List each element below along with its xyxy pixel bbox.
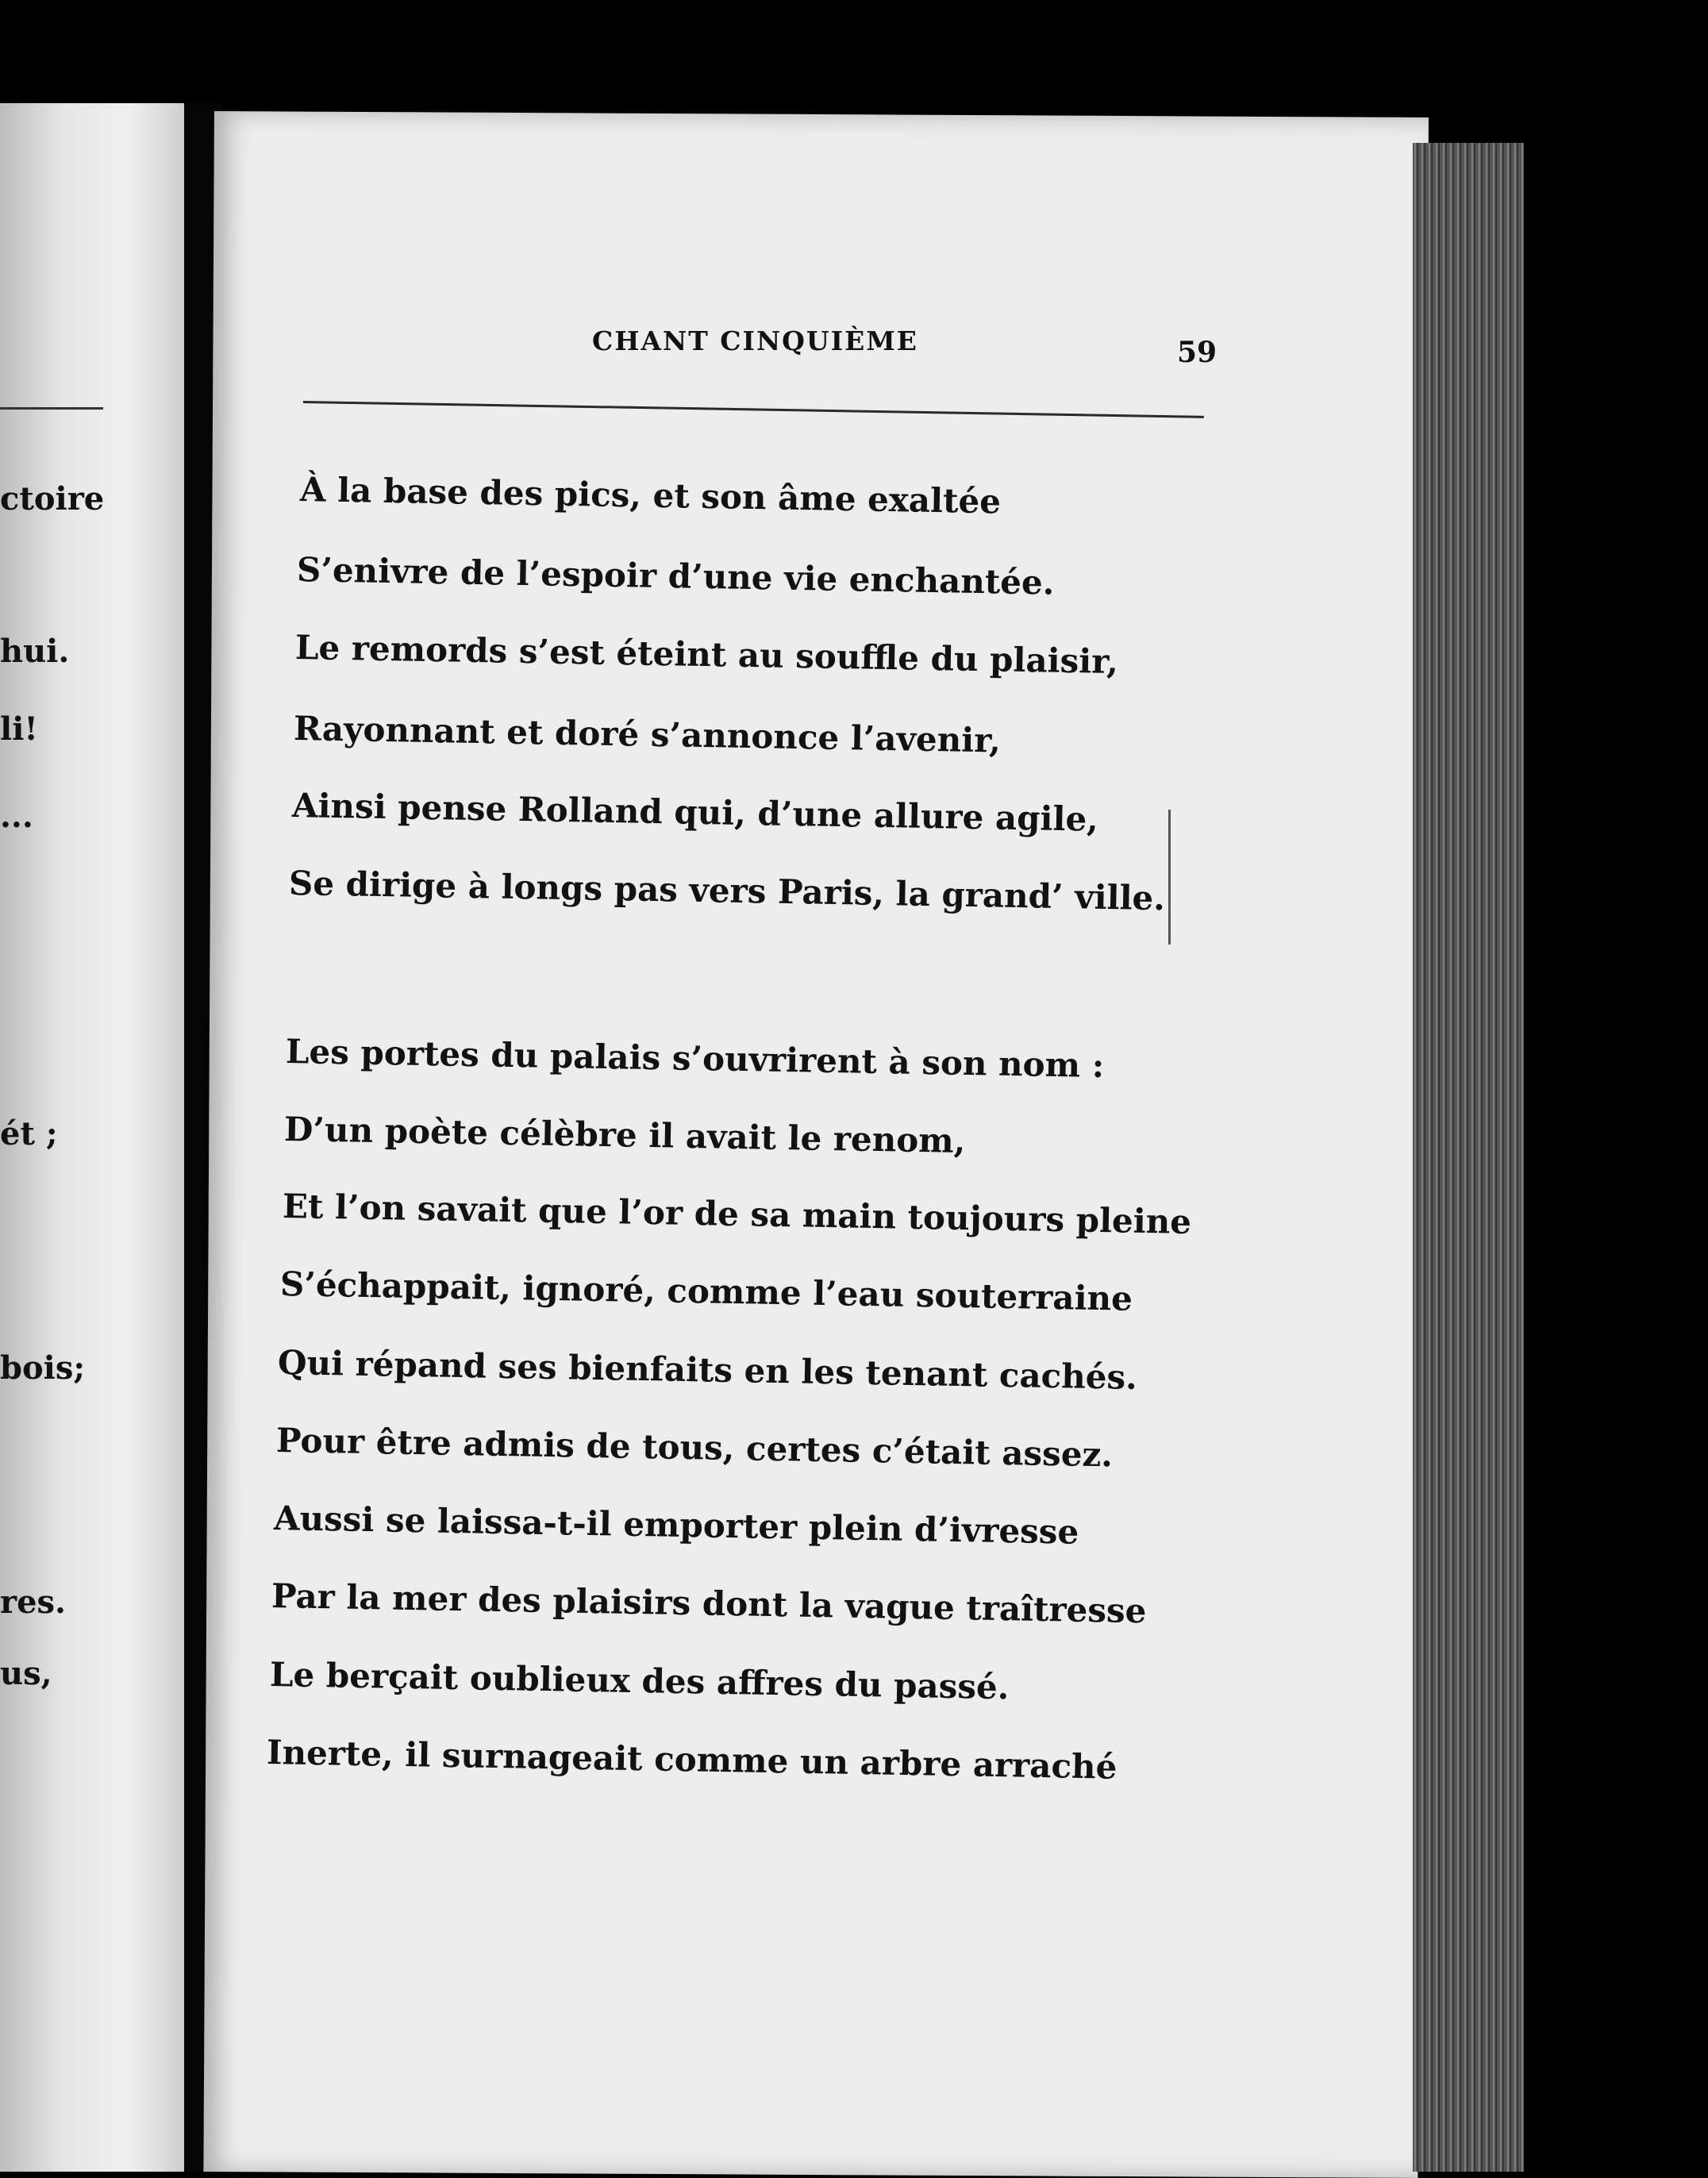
verse-line: Ainsi pense Rolland qui, d’une allure agile, — [291, 786, 1099, 839]
page-edges — [1413, 143, 1524, 2172]
page-number: 59 — [1177, 336, 1218, 369]
verse-line: Les portes du palais s’ouvrirent à son nom : — [285, 1032, 1105, 1085]
verse-line: Aussi se laissa-t-il emporter plein d’ivresse — [273, 1499, 1079, 1552]
left-page-rule — [0, 407, 103, 410]
margin-pencil-mark — [1168, 810, 1171, 945]
left-page-fragment: ét ; — [0, 1115, 58, 1152]
verse-line: Le remords s’est éteint au souffle du plaisir, — [294, 628, 1119, 682]
left-page-fragment: ctoire — [0, 480, 105, 518]
verse-line: Et l’on savait que l’or de sa main toujours pleine — [282, 1187, 1192, 1241]
verse-line: Inerte, il surnageait comme un arbre arraché — [266, 1733, 1118, 1787]
verse-line: S’échappait, ignoré, comme l’eau souterraine — [279, 1264, 1133, 1318]
verse-line: Pour être admis de tous, certes c’était assez. — [275, 1421, 1114, 1475]
left-page-fragment: us, — [0, 1655, 52, 1692]
verse-line: À la base des pics, et son âme exaltée — [299, 470, 1002, 521]
running-head: CHANT CINQUIÈME — [592, 325, 918, 356]
verse-line: Rayonnant et doré s’annonce l’avenir, — [293, 709, 1002, 760]
left-page-fragment: li! — [0, 710, 38, 748]
verse-line: Qui répand ses bienfaits en les tenant cachés. — [277, 1343, 1138, 1397]
verse-line: D’un poète célèbre il avait le renom, — [283, 1110, 966, 1160]
verse-line: Par la mer des plaisirs dont la vague traîtresse — [271, 1576, 1147, 1631]
left-page-fragment: hui. — [0, 633, 70, 670]
verse-line: Le berçait oublieux des affres du passé. — [269, 1655, 1010, 1707]
verse-line: S’enivre de l’espoir d’une vie enchantée. — [296, 550, 1055, 602]
left-page-fragment: bois; — [0, 1349, 86, 1387]
left-page-fragment: ... — [0, 798, 33, 835]
verse-line: Se dirige à longs pas vers Paris, la grand’ ville. — [288, 864, 1166, 918]
left-page-fragment: res. — [0, 1583, 66, 1621]
